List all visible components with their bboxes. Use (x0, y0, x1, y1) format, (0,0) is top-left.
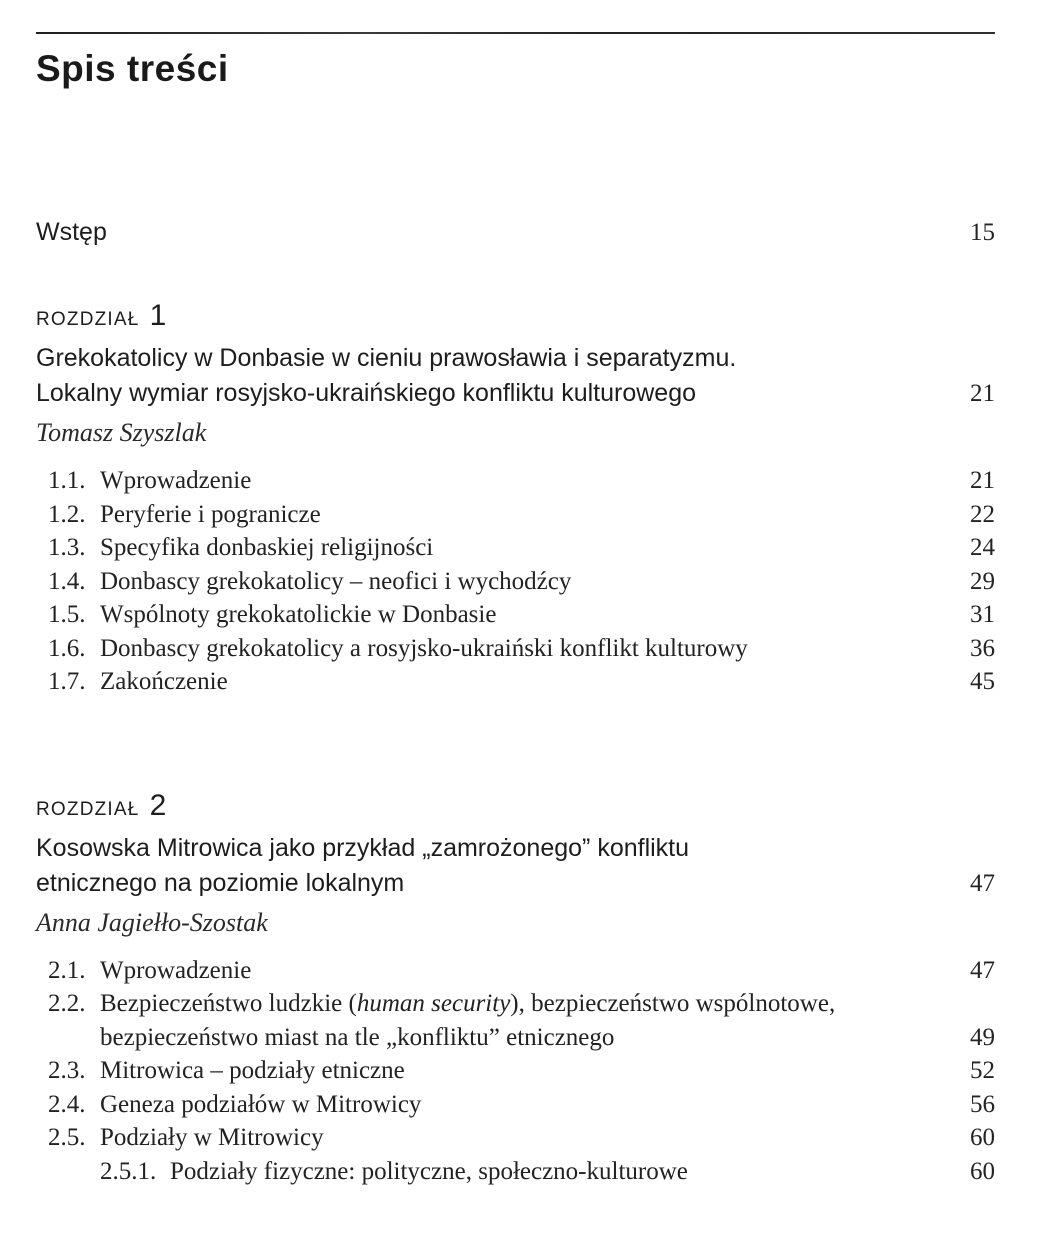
page-title: Spis treści (36, 48, 229, 89)
chapter-2-heading (36, 789, 995, 823)
section-number: 2.5. (48, 1124, 86, 1151)
section-number: 1.2. (48, 500, 86, 528)
entry-label: Wstęp (36, 218, 107, 246)
chapter-1-block (36, 299, 995, 699)
section-label: Podziały w Mitrowicy (100, 1124, 324, 1151)
section-label: Wprowadzenie (100, 956, 252, 984)
section-number: 1.7. (48, 668, 86, 695)
chapter-page-number: 21 (970, 380, 995, 407)
section-page-number: 36 (970, 634, 995, 662)
chapter-title-line1: Kosowska Mitrowica jako przykład „zamrożonego” konfliktu (36, 833, 690, 862)
section-page-number: 47 (970, 956, 995, 984)
section-label: Mitrowica – podziały etniczne (100, 1057, 405, 1084)
section-number: 2.5.1. (100, 1157, 157, 1185)
section-number: 1.6. (48, 634, 86, 662)
section-page-number: 45 (970, 668, 995, 695)
section-label: Donbascy grekokatolicy a rosyjsko-ukraiński konflikt kulturowy (100, 634, 748, 662)
toc-entry-subsection (36, 1155, 995, 1189)
chapter-kicker: ROZDZIAŁ (36, 798, 140, 820)
toc-entry (36, 565, 995, 599)
section-label: Wprowadzenie (100, 467, 252, 494)
section-number: 1.4. (48, 567, 86, 595)
section-number: 1.5. (48, 601, 86, 628)
chapter-author: Anna Jagiełło-Szostak (36, 907, 268, 937)
section-page-number: 60 (970, 1124, 995, 1151)
toc-entry-wstep (36, 218, 995, 247)
section-label: Specyfika donbaskiej religijności (100, 534, 434, 561)
section-page-number: 56 (970, 1090, 995, 1118)
chapter-title-line2: Lokalny wymiar rosyjsko-ukraińskiego konfliktu kulturowego (36, 379, 696, 407)
chapter-title-line1: Grekokatolicy w Donbasie w cieniu prawosławia i separatyzmu. (36, 344, 737, 372)
toc-entry (36, 531, 995, 565)
section-label: Zakończenie (100, 668, 228, 695)
section-label-line2-row (100, 1021, 995, 1055)
section-number: 1.1. (48, 467, 86, 494)
toc-entry (36, 1088, 995, 1122)
section-page-number: 24 (970, 534, 995, 561)
header-rule (36, 32, 995, 34)
chapter-1-sections (36, 464, 995, 699)
toc-entry (36, 987, 995, 1054)
section-number: 1.3. (48, 534, 86, 561)
section-label: Podziały fizyczne: polityczne, społeczno-kulturowe (170, 1157, 688, 1185)
chapter-number: 2 (149, 788, 167, 822)
chapter-1-title-row (36, 341, 995, 411)
chapter-author: Tomasz Szyszlak (36, 418, 207, 447)
toc-page (0, 32, 1042, 1252)
section-label-line2: bezpieczeństwo miast na tle „konfliktu” etnicznego (100, 1023, 615, 1051)
section-page-number: 49 (970, 1023, 995, 1051)
italic-term: human security (356, 990, 511, 1017)
toc-entry (36, 1121, 995, 1155)
section-label: Donbascy grekokatolicy – neofici i wychodźcy (100, 567, 572, 595)
section-page-number: 22 (970, 500, 995, 528)
section-number: 2.1. (48, 956, 86, 984)
chapter-2-title-row (36, 831, 995, 901)
section-label-multiline (100, 987, 995, 1054)
toc-entry (36, 498, 995, 532)
chapter-title (36, 831, 689, 901)
toc-entry (36, 665, 995, 699)
section-number: 2.3. (48, 1057, 86, 1084)
section-page-number: 52 (970, 1057, 995, 1084)
chapter-page-number: 47 (970, 869, 995, 897)
toc-entry (36, 632, 995, 666)
chapter-1-heading (36, 299, 995, 333)
section-label: Peryferie i pogranicze (100, 500, 321, 528)
toc-entry (36, 598, 995, 632)
toc-entry (36, 464, 995, 498)
chapter-title (36, 341, 736, 411)
toc-entry (36, 1054, 995, 1088)
section-number: 2.4. (48, 1090, 86, 1118)
chapter-2-sections (36, 954, 995, 1189)
section-number: 2.2. (48, 990, 86, 1017)
section-page-number: 31 (970, 601, 995, 628)
chapter-kicker: ROZDZIAŁ (36, 309, 140, 330)
chapter-title-line2: etnicznego na poziomie lokalnym (36, 868, 405, 897)
section-label: Wspólnoty grekokatolickie w Donbasie (100, 601, 497, 628)
chapter-2-block (36, 789, 995, 1189)
section-page-number: 29 (970, 567, 995, 595)
section-page-number: 21 (970, 467, 995, 494)
entry-page-number: 15 (970, 219, 995, 246)
section-label: Geneza podziałów w Mitrowicy (100, 1090, 422, 1118)
section-label-line1: Bezpieczeństwo ludzkie (human security), bezpieczeństwo wspólnotowe, (100, 990, 836, 1017)
toc-entry (36, 954, 995, 988)
section-page-number: 60 (970, 1157, 995, 1185)
chapter-number: 1 (149, 299, 167, 332)
